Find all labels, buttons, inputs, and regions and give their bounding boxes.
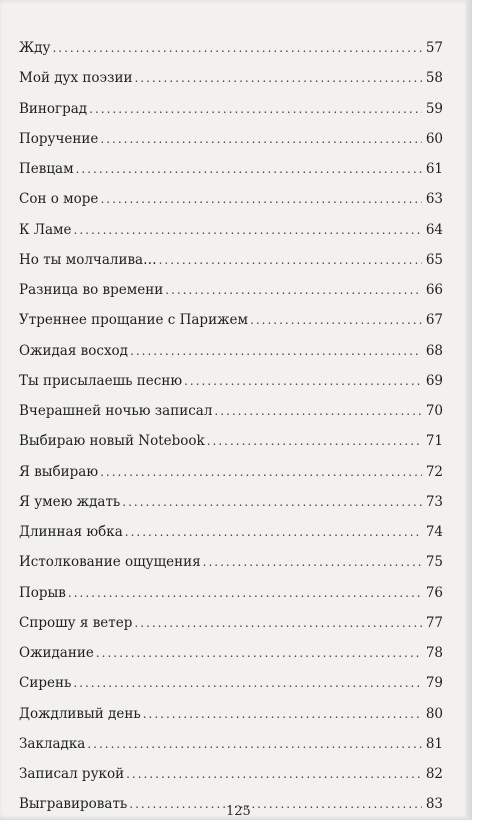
toc-entry-title: Истолкование ощущения [19,554,201,571]
toc-entry [19,252,443,282]
toc-entry-title: Ожидая восход [19,342,128,359]
dot-leader [126,767,422,781]
toc-entry [19,101,443,131]
toc-entry-page: 77 [425,614,443,631]
toc-entry-page: 74 [425,524,443,540]
toc-entry-page: 80 [425,705,443,722]
toc-entry-page: 61 [425,161,443,177]
toc-entry-page: 64 [425,221,443,238]
toc-entry [19,706,443,736]
toc-entry [19,585,443,615]
dot-leader [125,525,422,539]
toc-entry-title: Я выбираю [19,463,99,480]
toc-entry-title: К Ламе [19,221,72,238]
dot-leader [143,707,422,721]
toc-entry-page: 83 [425,796,443,813]
toc-entry-title: Выгравировать [19,796,128,813]
toc-entry [19,312,443,342]
toc-entry [19,131,443,161]
toc-entry-page: 70 [425,403,443,419]
toc-entry [19,222,443,252]
toc-entry-page: 72 [425,463,443,480]
dot-leader [96,646,422,660]
toc-entry-page: 63 [425,191,443,208]
toc-entry [19,675,443,705]
toc-entry-page: 57 [425,40,443,56]
dot-leader [134,616,422,630]
toc-entry [19,766,443,796]
dot-leader [68,586,422,600]
toc-entry-page: 59 [425,100,443,117]
toc-entry [19,40,443,70]
toc-entry-title: Сон о море [19,191,99,208]
dot-leader [100,465,422,479]
dot-leader [159,253,422,267]
toc-entry-page: 58 [425,70,443,87]
dot-leader [165,283,422,297]
toc-entry [19,736,443,766]
toc-entry-title: Вчерашней ночью записал [19,403,213,419]
dot-leader [130,344,422,358]
page-number: 125 [226,804,251,819]
toc-entry-title: Длинная юбка [19,524,123,540]
toc-entry-page: 66 [425,282,443,298]
dot-leader [87,737,422,751]
dot-leader [73,676,422,690]
toc-entry-title: Утреннее прощание с Парижем [19,312,248,329]
toc-entry-page: 67 [425,312,443,329]
dot-leader [76,162,422,176]
toc-entry [19,554,443,584]
page-edge-shadow [466,0,472,820]
dot-leader [207,434,422,448]
toc-entry-title: Спрошу я ветер [19,614,133,631]
toc-entry [19,373,443,403]
toc-entry-title: Дождливый день [19,705,141,722]
dot-leader [214,404,422,418]
toc-entry-title: Выбираю новый Notebook [19,433,205,450]
toc-entry-page: 78 [425,645,443,661]
toc-entry-title: Закладка [19,735,86,752]
toc-entry-title: Виноград [19,100,88,117]
toc-entry-title: Я умею ждать [19,493,121,510]
toc-entry [19,645,443,675]
toc-entry [19,433,443,463]
toc-entry [19,161,443,191]
dot-leader [52,41,422,55]
toc-entry-title: Поручение [19,130,99,147]
toc-entry-title: Сирень [19,675,72,692]
dot-leader [203,555,422,569]
toc-entry-page: 60 [425,130,443,147]
dot-leader [250,313,422,327]
toc-entry [19,494,443,524]
toc-entry-page: 82 [425,766,443,782]
dot-leader [74,223,422,237]
toc-entry-title: Ты присылаешь песню [19,372,183,389]
toc-entry [19,403,443,433]
toc-entry-title: Ожидание [19,645,94,661]
toc-entry-page: 71 [425,433,443,450]
toc-entry-page: 73 [425,493,443,510]
toc-entry [19,464,443,494]
dot-leader [134,71,422,85]
dot-leader [89,102,422,116]
toc-entry-page: 65 [425,251,443,268]
toc-entry-title: Мой дух поэзии [19,70,133,87]
toc-entry-title: Жду [19,40,51,56]
dot-leader [122,495,422,509]
toc-entry-title: Порыв [19,584,66,601]
toc-entry-title: Но ты молчалива… [19,251,157,268]
toc-entry [19,524,443,554]
toc-entry-page: 79 [425,675,443,692]
table-of-contents [19,40,443,827]
toc-entry-page: 76 [425,584,443,601]
toc-entry [19,191,443,221]
toc-entry-page: 75 [425,554,443,571]
toc-entry [19,282,443,312]
toc-entry [19,70,443,100]
toc-entry-title: Разница во времени [19,282,164,298]
toc-entry [19,343,443,373]
toc-entry-page: 69 [425,372,443,389]
toc-entry-page: 81 [425,735,443,752]
toc-entry [19,615,443,645]
toc-entry-title: Певцам [19,161,74,177]
dot-leader [100,192,422,206]
dot-leader [100,132,422,146]
toc-entry-title: Записал рукой [19,766,125,782]
dot-leader [129,797,422,811]
dot-leader [184,374,422,388]
toc-entry-page: 68 [425,342,443,359]
